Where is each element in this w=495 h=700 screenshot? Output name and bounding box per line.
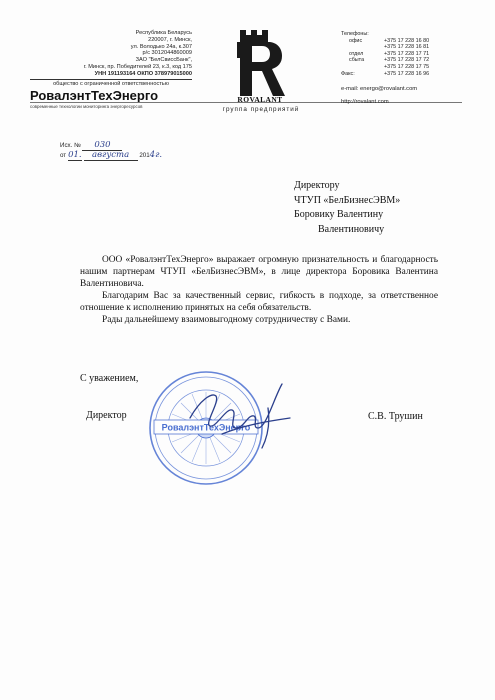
contact-label: Факс:: [341, 70, 355, 77]
outgoing-year-prefix: 201: [139, 152, 150, 159]
contact-website: http://rovalant.com: [341, 99, 389, 105]
company-line: р/с 3012044860009: [142, 50, 192, 57]
addressee-line: Боровику Валентину: [294, 209, 384, 220]
contact-label: отдел: [349, 50, 364, 57]
outgoing-day-field: [68, 150, 82, 161]
outgoing-month-field: [84, 150, 138, 161]
addressee-block: [294, 179, 400, 237]
regards-text: С уважением,: [80, 373, 139, 384]
addressee-line: ЧТУП «БелБизнесЭВМ»: [294, 194, 401, 206]
outgoing-month: августа: [92, 150, 130, 160]
outgoing-date-label: от: [60, 152, 67, 159]
company-line: г. Минск, пр. Победителей 23, к.3, код 175: [83, 63, 192, 70]
contact-row: [341, 38, 471, 45]
contacts-block: [341, 31, 471, 77]
logo-group: группа предприятий: [222, 106, 300, 113]
contact-email: e-mail: energo@rovalant.com: [341, 86, 418, 92]
outgoing-year-suffix: 4г.: [149, 150, 163, 160]
contact-value: +375 17 228 16 81: [384, 44, 430, 51]
company-divider: [30, 79, 192, 80]
contact-value: +375 17 228 17 71: [384, 50, 430, 57]
company-name: РовалэнтТехЭнерго: [30, 88, 159, 103]
contact-row: [341, 31, 471, 38]
outgoing-number-value: 030: [94, 140, 111, 150]
contact-row: [341, 71, 471, 78]
company-legal-form: общество с ограниченной ответственностью: [53, 80, 169, 87]
company-slogan: современные технологии мониторинга энергоресурсов: [30, 104, 143, 109]
logo-name: ROVALANT: [237, 95, 283, 104]
contact-value: +375 17 228 17 75: [384, 63, 430, 70]
body-paragraph: Благодарим Вас за качественный сервис, гибкость в подходе, за ответственное отношение к исполнению принятых на себя обязательств.: [80, 290, 438, 313]
contact-value: +375 17 228 16 96: [384, 70, 430, 77]
company-line: ЗАО "БелСвиссБанк",: [135, 57, 192, 64]
contact-label: офис: [349, 37, 363, 44]
contact-row: [341, 51, 471, 58]
header-divider: [30, 102, 462, 103]
signatory-title: Директор: [86, 410, 127, 421]
signature-icon: [182, 378, 297, 453]
rovalant-logo-icon: [232, 30, 286, 96]
body-paragraph: ООО «РовалэнтТехЭнерго» выражает огромную признательность и благодарность нашим партнерам ЧТУП «БелБизнесЭВМ», в лице директора Боровика Валентина Валентиновича.: [80, 255, 438, 289]
contact-label: сбыта: [349, 57, 365, 64]
company-line: 220007, г. Минск,: [148, 36, 192, 43]
contact-row: [341, 64, 471, 71]
contact-value: +375 17 228 17 72: [384, 57, 430, 64]
addressee-line: Директору: [294, 180, 340, 191]
contact-label: Телефоны:: [341, 31, 369, 37]
contact-row: [341, 44, 471, 51]
outgoing-day: 01.: [68, 150, 82, 160]
body-paragraph: Рады дальнейшему взаимовыгодному сотрудничеству с Вами.: [102, 314, 351, 325]
contact-row: [341, 57, 471, 64]
outgoing-date: [60, 150, 162, 161]
contact-value: +375 17 228 16 80: [384, 37, 430, 44]
company-ids: УНН 191193164 ОКПО 378979015000: [94, 70, 192, 77]
stamp-text: РовалэнтТехЭнерго: [161, 422, 251, 433]
letter-body: [80, 255, 438, 327]
company-line: ул. Володько 24а, к.307: [130, 43, 192, 50]
signatory-name: С.В. Трушин: [368, 411, 423, 422]
outgoing-number-label: Исх. №: [60, 142, 81, 149]
addressee-line: Валентиновичу: [318, 223, 385, 235]
company-requisites: [30, 30, 192, 87]
company-line: Республика Беларусь: [135, 30, 192, 36]
